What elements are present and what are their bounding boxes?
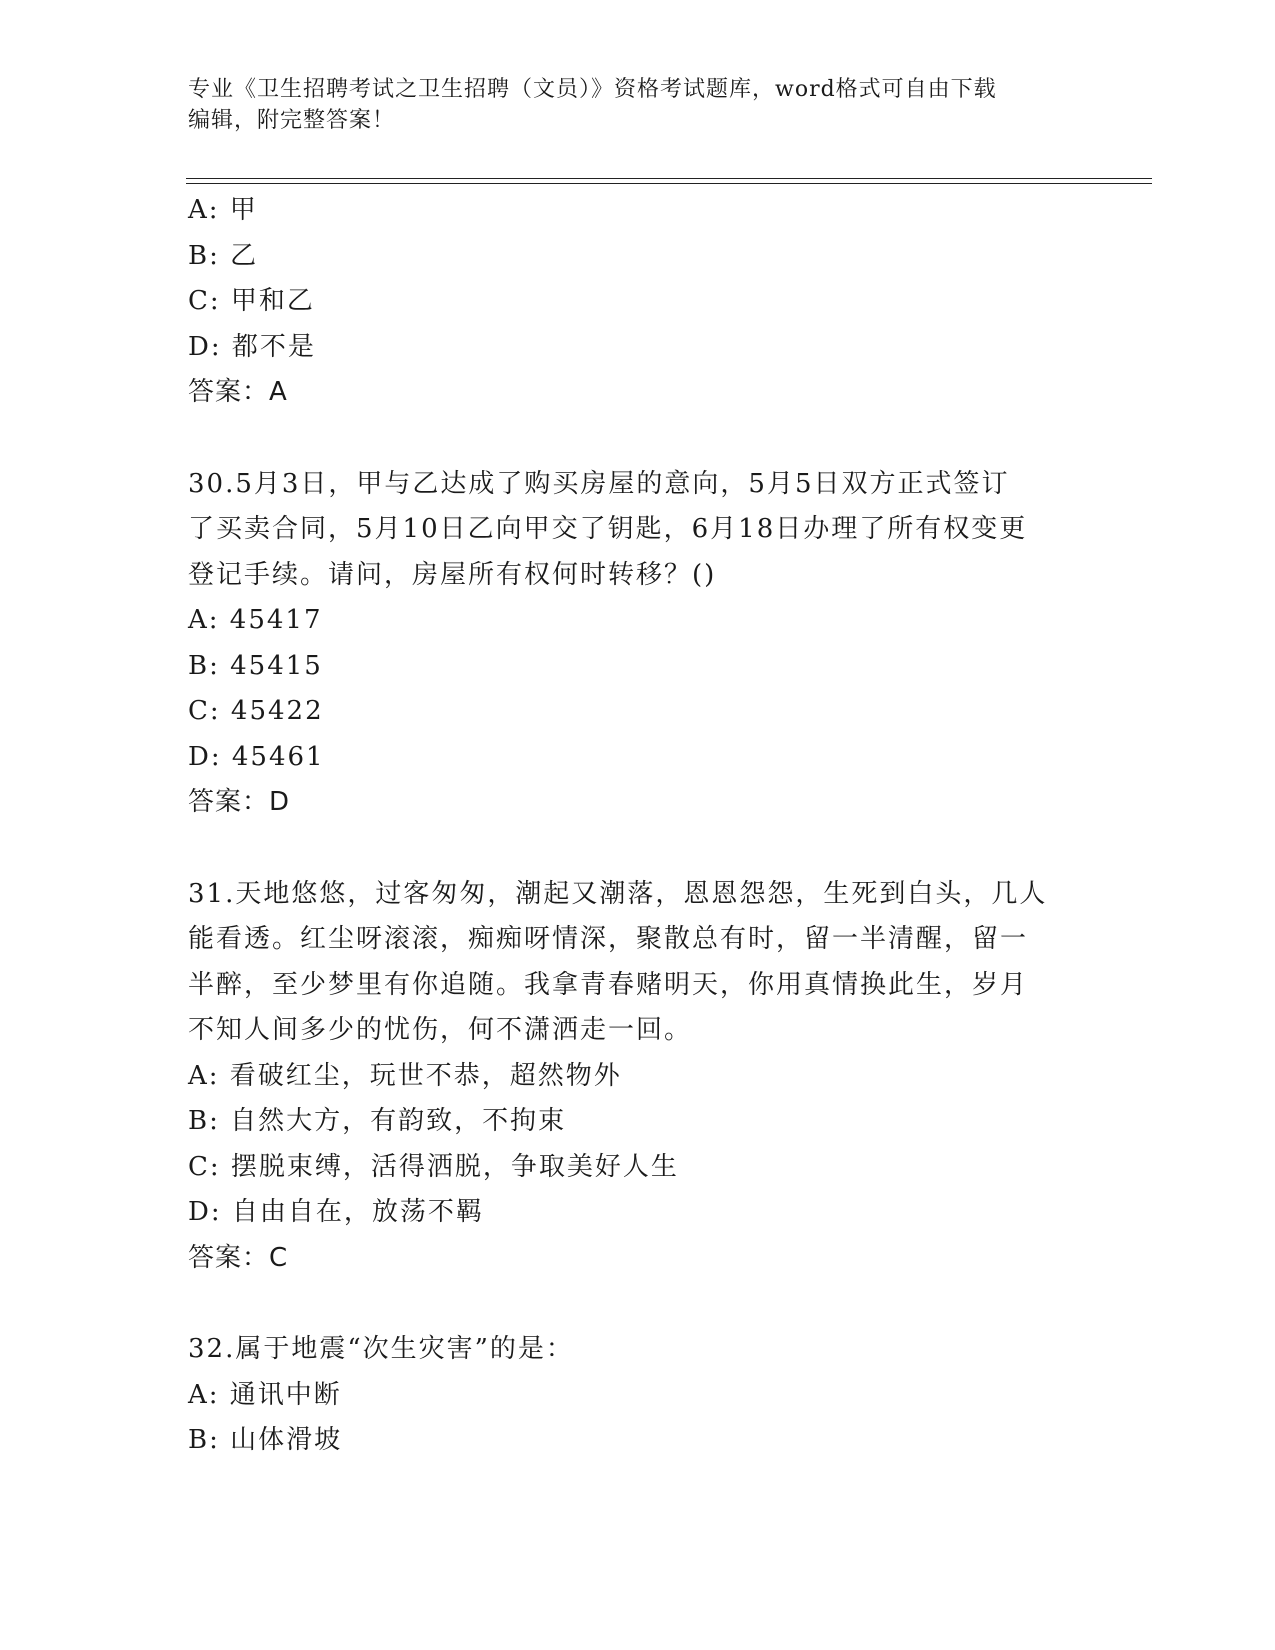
question-text-line: 32.属于地震“次生灾害”的是： (188, 1334, 574, 1364)
question-30 (188, 462, 1078, 826)
page-header (188, 74, 1068, 136)
answer-label: 答案：C (188, 1242, 289, 1273)
option-b: B: 45415 (188, 650, 323, 681)
option-c: C: 摆脱束缚，活得洒脱，争取美好人生 (188, 1151, 679, 1182)
question-text-line: 半醉，至少梦里有你追随。我拿青春赌明天，你用真情换此生，岁月 (188, 969, 1029, 1000)
option-a: A: 45417 (188, 605, 323, 635)
option-d: D: 自由自在，放荡不羁 (188, 1197, 484, 1227)
header-divider-top (186, 178, 1152, 179)
answer-label: 答案：A (188, 377, 288, 407)
question-list (188, 188, 1078, 1464)
header-line-1: 专业《卫生招聘考试之卫生招聘（文员）》资格考试题库，word格式可自由下载 (188, 77, 997, 102)
question-29 (188, 188, 1078, 416)
header-line-2: 编辑，附完整答案！ (188, 108, 396, 133)
option-b: B: 乙 (188, 240, 259, 271)
option-d: D: 都不是 (188, 331, 316, 362)
question-text-line: 30.5月3日，甲与乙达成了购买房屋的意向，5月5日双方正式签订 (188, 468, 1010, 499)
header-divider-bottom (186, 183, 1152, 184)
option-c: C: 45422 (188, 696, 324, 726)
answer-label: 答案：D (188, 787, 291, 817)
question-text-line: 31.天地悠悠，过客匆匆，潮起又潮落，恩恩怨怨，生死到白头，几人 (188, 878, 1048, 909)
spacer (188, 826, 1078, 872)
option-c: C: 甲和乙 (188, 286, 315, 316)
question-text-line: 能看透。红尘呀滚滚，痴痴呀情深，聚散总有时，留一半清醒，留一 (188, 924, 1029, 954)
option-b: B: 山体滑坡 (188, 1425, 343, 1455)
option-a: A: 看破红尘，玩世不恭，超然物外 (188, 1060, 622, 1091)
question-31 (188, 872, 1078, 1282)
question-text-line: 了买卖合同，5月10日乙向甲交了钥匙，6月18日办理了所有权变更 (188, 514, 1028, 544)
option-b: B: 自然大方，有韵致，不拘束 (188, 1106, 567, 1136)
spacer (188, 1281, 1078, 1327)
spacer (188, 416, 1078, 462)
question-text-line: 登记手续。请问，房屋所有权何时转移？() (188, 559, 717, 590)
question-text-line: 不知人间多少的忧伤，何不潇洒走一回。 (188, 1015, 693, 1045)
option-a: A: 通讯中断 (188, 1379, 342, 1410)
question-32 (188, 1327, 1078, 1464)
option-d: D: 45461 (188, 741, 325, 772)
option-a: A: 甲 (188, 195, 258, 225)
